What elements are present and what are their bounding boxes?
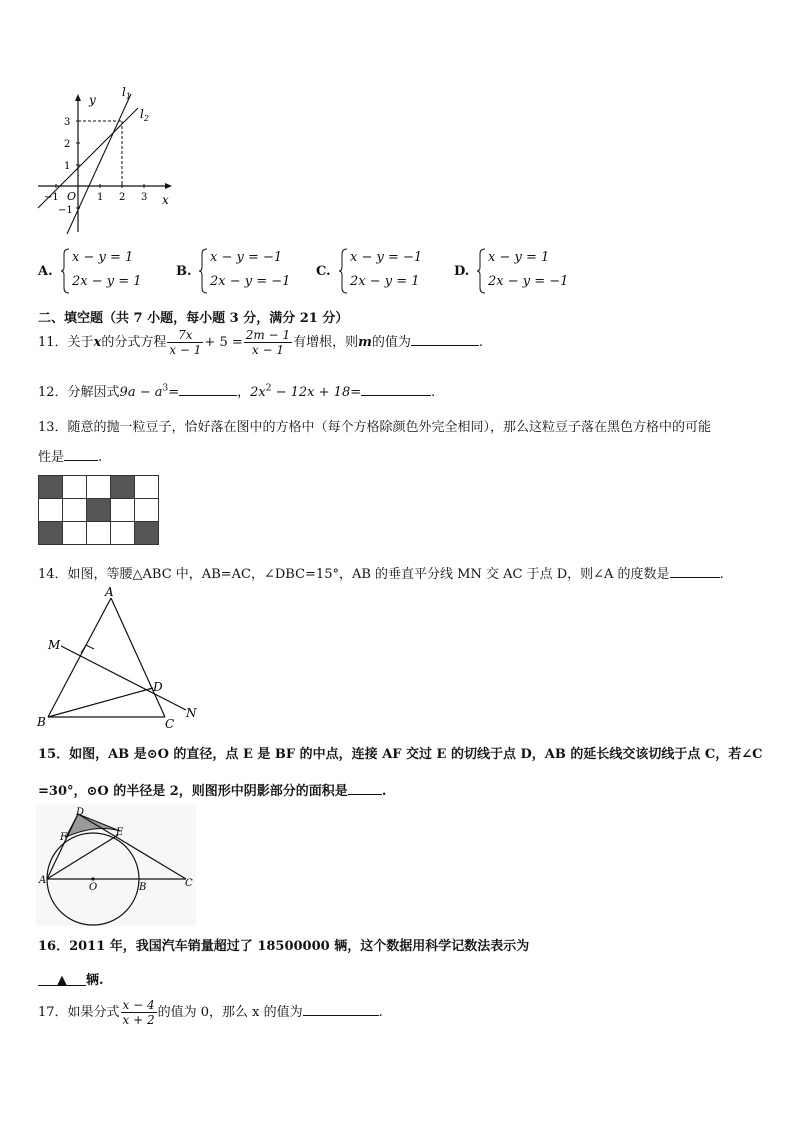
- brace-icon: [60, 248, 70, 294]
- label-a: A: [105, 585, 114, 599]
- graph-x-label: x: [162, 193, 169, 207]
- equation: x − y = 1: [72, 250, 134, 265]
- grid-cell-white: [87, 476, 111, 499]
- question-16-line-1: 16．2011 年，我国汽车销量超过了 18500000 辆，这个数据用科学记数法表示为: [38, 939, 530, 954]
- circle-figure: [36, 804, 196, 926]
- grid-cell-white: [111, 522, 135, 545]
- option-label: C.: [316, 264, 331, 279]
- graph-x-tick: 3: [141, 192, 148, 203]
- equation: x − y = −1: [210, 250, 283, 265]
- answer-blank[interactable]: [670, 565, 720, 578]
- equation: x − y = −1: [350, 250, 423, 265]
- grid-cell-black: [87, 499, 111, 522]
- answer-blank[interactable]: [179, 383, 237, 396]
- graph-x-tick: 2: [119, 192, 126, 203]
- label-b: B: [37, 715, 46, 729]
- grid-cell-white: [63, 499, 87, 522]
- graph-x-tick: 1: [97, 192, 104, 203]
- label-o: O: [89, 882, 98, 893]
- label-c: C: [185, 878, 193, 889]
- question-13-line-2: 性是 .: [38, 450, 103, 465]
- grid-cell-black: [39, 476, 63, 499]
- grid-row: [39, 499, 159, 522]
- label-b: B: [139, 882, 147, 893]
- graph-y-tick: 1: [64, 161, 71, 172]
- answer-blank[interactable]: [411, 333, 479, 346]
- graph-y-tick: 3: [64, 117, 71, 128]
- grid-cell-white: [87, 522, 111, 545]
- equation: 2x − y = 1: [350, 274, 420, 289]
- bean-grid: [38, 475, 159, 545]
- question-14: 14．如图，等腰△ABC 中，AB=AC，∠DBC=15°，AB 的垂直平分线 MN 交 AC 于点 D，则∠A 的度数是 .: [38, 567, 724, 582]
- option-label: A.: [38, 264, 53, 279]
- answer-blank[interactable]: [361, 383, 431, 396]
- graph-l2-label: $l_2$: [140, 107, 149, 123]
- triangle-figure: [34, 584, 214, 730]
- question-15-line-1: 15．如图，AB 是⊙O 的直径，点 E 是 BF 的中点，连接 AF 交过 E 的切线于点 D，AB 的延长线交该切线于点 C，若∠C: [38, 747, 763, 762]
- question-11: 11．关于x的分式方程 $\frac{7x}{x - 1}$ + 5 = $\frac{2m - 1}{x - 1}$ 有增根，则m的值为 .: [38, 328, 484, 357]
- brace-icon: [476, 248, 486, 294]
- label-c: C: [165, 717, 175, 730]
- fraction: $\frac{2m - 1}{x - 1}$: [245, 328, 291, 357]
- triangle-marker: ▲: [57, 973, 67, 988]
- option-label: D.: [454, 264, 470, 279]
- grid-cell-white: [135, 476, 159, 499]
- graph-y-tick: 2: [64, 139, 71, 150]
- question-12: 12．分解因式$9a - a^3=$ ，$2x^2 - 12x + 18=$ .: [38, 383, 436, 400]
- grid-cell-white: [111, 499, 135, 522]
- brace-icon: [338, 248, 348, 294]
- equation: 2x − y = −1: [488, 274, 569, 289]
- question-17: 17．如果分式 $\frac{x - 4}{x + 2}$ 的值为 0，那么 x 的值为 .: [38, 998, 383, 1027]
- coordinate-graph: [34, 86, 184, 236]
- grid-cell-black: [135, 522, 159, 545]
- graph-y-label: y: [89, 93, 96, 107]
- fraction: $\frac{7x}{x - 1}$: [169, 328, 202, 357]
- graph-y-tick: −1: [58, 205, 73, 216]
- answer-blank[interactable]: [64, 448, 98, 461]
- question-15-line-2: =30°，⊙O 的半径是 2，则图形中阴影部分的面积是 .: [38, 784, 387, 799]
- question-16-line-2: ▲ 辆.: [38, 969, 104, 988]
- question-13-line-1: 13．随意的抛一粒豆子，恰好落在图中的方格中（每个方格除颜色外完全相同），那么这粒豆子落在黑色方格中的可能: [38, 420, 712, 435]
- grid-cell-white: [63, 522, 87, 545]
- label-d: D: [76, 807, 85, 818]
- label-m: M: [48, 638, 61, 652]
- label-d: D: [153, 680, 163, 694]
- grid-cell-white: [135, 499, 159, 522]
- label-f: F: [60, 832, 67, 843]
- grid-cell-white: [63, 476, 87, 499]
- brace-icon: [198, 248, 208, 294]
- graph-x-tick: −1: [44, 192, 59, 203]
- graph-l1-label: $l_1$: [122, 86, 131, 101]
- grid-cell-black: [111, 476, 135, 499]
- answer-blank[interactable]: [38, 973, 86, 986]
- grid-cell-black: [39, 522, 63, 545]
- grid-cell-white: [39, 499, 63, 522]
- answer-blank[interactable]: [348, 782, 382, 795]
- section-heading: 二、填空题（共 7 小题，每小题 3 分，满分 21 分）: [38, 311, 349, 326]
- label-e: E: [116, 827, 124, 838]
- label-n: N: [186, 706, 197, 720]
- label-a: A: [39, 875, 47, 886]
- grid-row: [39, 522, 159, 545]
- grid-row: [39, 476, 159, 499]
- equation: x − y = 1: [488, 250, 550, 265]
- option-label: B.: [176, 264, 192, 279]
- equation: 2x − y = −1: [210, 274, 291, 289]
- graph-origin-label: O: [67, 190, 77, 203]
- equation: 2x − y = 1: [72, 274, 142, 289]
- fraction: $\frac{x - 4}{x + 2}$: [122, 998, 155, 1027]
- answer-blank[interactable]: [303, 1003, 379, 1016]
